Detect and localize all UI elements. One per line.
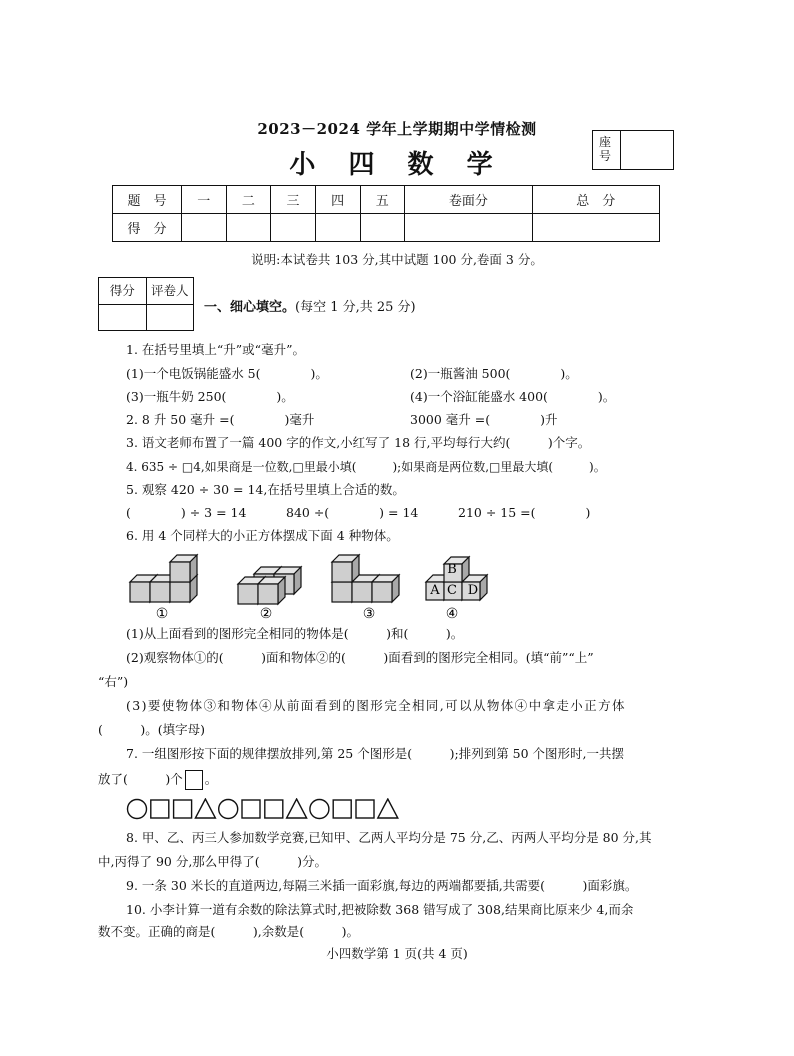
question-5-a: ( ) ÷ 3 = 14 (126, 505, 247, 520)
question-1-part-4: (4)一个浴缸能盛水 400( )。 (410, 389, 616, 404)
grader-score-field (99, 305, 146, 331)
score-header-cell: 三 (271, 186, 316, 214)
question-8-line-2: 中,丙得了 90 分,那么甲得了( )分。 (98, 854, 328, 869)
exam-note: 说明:本试卷共 103 分,其中试题 100 分,卷面 3 分。 (251, 252, 543, 267)
question-7-line-2 (98, 770, 217, 790)
figure-label-4: ④ (445, 606, 459, 622)
score-header-cell: 四 (315, 186, 360, 214)
score-cell (405, 214, 532, 242)
circle-icon (219, 800, 238, 819)
question-1-part-3: (3)一瓶牛奶 250( )。 (126, 389, 294, 404)
page-footer: 小四数学第 1 页(共 4 页) (326, 946, 468, 961)
square-icon (333, 800, 351, 818)
cube-figure-3 (332, 555, 399, 602)
square-icon (265, 800, 283, 818)
question-5: 5. 观察 420 ÷ 30 = 14,在括号里填上合适的数。 (126, 482, 405, 497)
score-table (112, 185, 660, 242)
question-2-a: 2. 8 升 50 毫升 =( )毫升 (126, 412, 315, 427)
square-icon (356, 800, 374, 818)
section-heading (204, 296, 416, 315)
seat-label: 座号 (593, 131, 621, 169)
question-6-part-3-line-2: ( )。(填字母) (98, 722, 206, 737)
score-cell (226, 214, 271, 242)
grader-box (98, 277, 194, 331)
score-cell (315, 214, 360, 242)
cube-letter-b: B (447, 562, 457, 577)
cube-face-front (150, 582, 170, 602)
question-7-line-1: 7. 一组图形按下面的规律摆放排列,第 25 个图形是( );排列到第 50 个图形时,一共摆 (126, 746, 625, 761)
question-8-line-1: 8. 甲、乙、丙三人参加数学竞赛,已知甲、乙两人平均分是 75 分,乙、丙两人平均分是 80 分,其 (126, 830, 652, 845)
score-cell (532, 214, 659, 242)
grader-reviewer-label: 评卷人 (146, 278, 194, 304)
question-6-part-3-line-1: (3)要使物体③和物体④从前面看到的图形完全相同,可以从物体④中拿走小正方体 (126, 698, 626, 713)
score-table-header-row (113, 186, 660, 214)
section-points: (每空 1 分,共 25 分) (295, 300, 416, 315)
question-6-part-2-line-1: (2)观察物体①的( )面和物体②的( )面看到的图形完全相同。(填“前”“上” (126, 650, 594, 665)
grader-reviewer-field (146, 305, 194, 331)
question-5-b: 840 ÷( ) = 14 (286, 505, 419, 520)
cube-face-front (130, 582, 150, 602)
cube-letter-d: D (467, 583, 479, 598)
cube-face-front (332, 562, 352, 582)
question-9: 9. 一条 30 米长的直道两边,每隔三米插一面彩旗,每边的两端都要插,共需要( )面彩旗。 (126, 878, 638, 893)
cube-face-front (332, 582, 352, 602)
question-6: 6. 用 4 个同样大的小正方体摆成下面 4 种物体。 (126, 528, 399, 543)
cube-figure-2 (238, 567, 301, 604)
triangle-icon (195, 799, 215, 818)
square-icon (151, 800, 169, 818)
question-10-line-2: 数不变。正确的商是( ),余数是( )。 (98, 924, 359, 939)
cube-face-front (372, 582, 392, 602)
cube-letter-c: C (447, 583, 457, 598)
cube-face-front (258, 584, 278, 604)
score-cell (360, 214, 405, 242)
question-2-b: 3000 毫升 =( )升 (410, 412, 558, 427)
score-header-cell: 总 分 (532, 186, 659, 214)
question-6-part-2-line-2: “右”) (98, 674, 129, 689)
question-5-c: 210 ÷ 15 =( ) (458, 505, 591, 520)
cube-face-front (170, 582, 190, 602)
square-icon (185, 770, 203, 790)
cube-face-front (170, 562, 190, 582)
question-6-part-1: (1)从上面看到的图形完全相同的物体是( )和( )。 (126, 626, 464, 641)
question-1-part-2: (2)一瓶酱油 500( )。 (410, 366, 578, 381)
triangle-icon (287, 799, 307, 818)
cube-figures (126, 548, 498, 622)
figure-label-1: ① (155, 606, 169, 622)
square-icon (242, 800, 260, 818)
cube-letter-a: A (430, 583, 440, 598)
square-icon (174, 800, 192, 818)
question-7-end: 。 (204, 771, 218, 787)
seat-number-box (592, 130, 674, 170)
exam-title: 2023－2024 学年上学期期中学情检测 (257, 120, 537, 138)
question-1-part-1: (1)一个电饭锅能盛水 5( )。 (126, 366, 328, 381)
question-1: 1. 在括号里填上“升”或“毫升”。 (126, 342, 305, 357)
circle-icon (310, 800, 329, 819)
shape-sequence (126, 798, 406, 820)
cube-face-front (352, 582, 372, 602)
score-header-cell: 题 号 (113, 186, 182, 214)
score-row-label: 得 分 (113, 214, 182, 242)
score-header-cell: 五 (360, 186, 405, 214)
seat-number-field (621, 131, 673, 169)
circle-icon (128, 800, 147, 819)
grader-score-label: 得分 (109, 283, 135, 298)
score-table-score-row (113, 214, 660, 242)
cube-figure-1 (130, 555, 197, 602)
question-10-line-1: 10. 小李计算一道有余数的除法算式时,把被除数 368 错写成了 308,结果商比原来少 4,而余 (126, 902, 634, 917)
figure-label-3: ③ (362, 606, 376, 622)
subject-title: 小 四 数 学 (289, 150, 505, 180)
score-header-cell: 卷面分 (405, 186, 532, 214)
question-4: 4. 635 ÷ □4,如果商是一位数,□里最小填( );如果商是两位数,□里最大填( )。 (126, 460, 606, 474)
question-3: 3. 语文老师布置了一篇 400 字的作文,小红写了 18 行,平均每行大约( )个字。 (126, 435, 591, 450)
score-header-cell: 一 (182, 186, 227, 214)
figure-label-2: ② (259, 606, 273, 622)
triangle-icon (378, 799, 398, 818)
score-header-cell: 二 (226, 186, 271, 214)
score-cell (182, 214, 227, 242)
score-cell (271, 214, 316, 242)
section-title: 一、细心填空。 (204, 300, 296, 315)
question-7-text: 放了( )个 (98, 771, 183, 787)
cube-face-front (238, 584, 258, 604)
